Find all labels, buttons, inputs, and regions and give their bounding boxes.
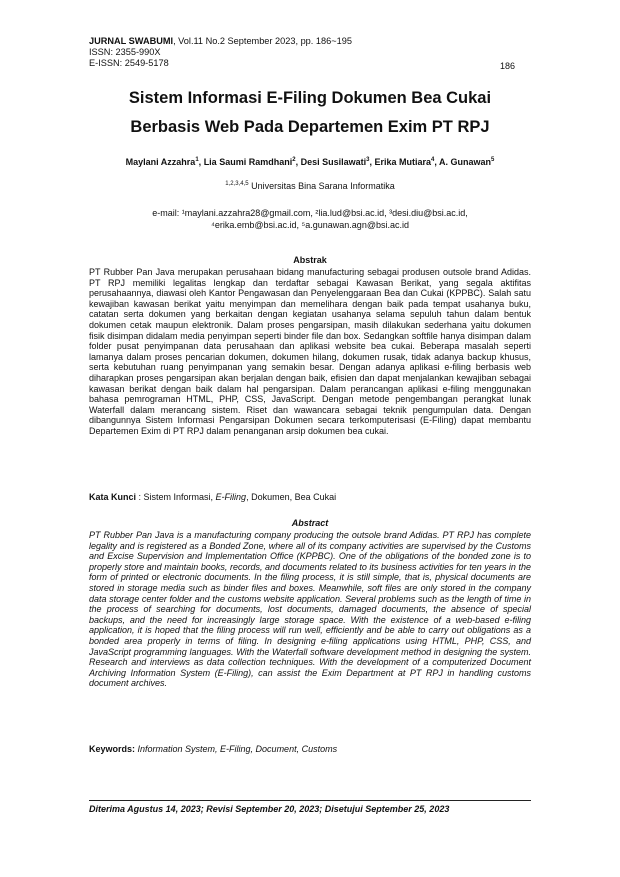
submission-dates: Diterima Agustus 14, 2023; Revisi September 20, 2023; Disetujui September 25, 2023: [89, 804, 450, 814]
abstract-body-id: PT Rubber Pan Java merupakan perusahaan bidang manufacturing sebagai produsen outsole brand Adidas. PT RPJ memiliki legalitas lengkap dan terdaftar sebagai Kawasan Berikat, yang segala aktifitas perusahaannya, diawasi oleh Kantor Pengawasan dan Penyelenggaraan Bea dan Cukai (KPPBC). Salah satu kewajiban kawasan berikat yaitu menyimpan dan memelihara dengan baik pada tempat usahanya buku, catatan serta dokumen yang berkaitan dengan kegiatan usahanya selama sepuluh tahun dalam bentuk dokumen cetak maupun elektronik. Dalam proses pengarsipan, masih dilakukan sederhana yaitu dokumen fisik disimpan didalam media penyimpan seperti binder file dan box. Sedangkan softfile hanya disimpan dalam folder pusat penyimpanan data perusahaan dan aplikasi website bea cukai. Beberapa masalah seperti lamanya dalam proses pencarian dokumen, dokumen hilang, dokumen rusak, tidak adanya backup khusus, serta kebutuhan ruang penyimpanan yang semakin besar. Dengan adanya aplikasi e-filing berbasis web diharapkan proses pengarsipan akan berjalan dengan baik, efisien dan dapat menjalankan kewajiban sebagai kawasan berikat dengan baik dalam hal pengarsipan. Dalam perancangan aplikasi e-filing menggunakan bahasa pemrograman HTML, PHP, CSS, JavaScript. Dengan metode pengembangan perangkat lunak Waterfall dalam merancang sistem. Riset dan wawancara sebagai teknik pengumpulan data. Dengan dibangunnya Sistem Informasi Pengarsipan Dokumen secara terkomputerisasi (E-Filing) dapat membantu Departemen Exim di PT RPJ dalam penanganan arsip dokumen bea cukai.: [89, 267, 531, 436]
author: A. Gunawan$^5$: [439, 157, 495, 167]
issn: ISSN: 2355-990X: [89, 47, 161, 58]
author: Desi Susilawati$^3$: [300, 157, 370, 167]
author: Erika Mutiara$^4$: [374, 157, 435, 167]
email-line-2: ⁴erika.emb@bsi.ac.id, ⁵a.gunawan.agn@bsi.ac.id: [211, 220, 409, 230]
keywords-id: Kata Kunci : Sistem Informasi, E-Filing, Dokumen, Bea Cukai: [89, 492, 337, 502]
eissn: E-ISSN: 2549-5178: [89, 58, 169, 69]
page-number: 186: [500, 61, 516, 71]
journal-details: , Vol.11 No.2 September 2023, pp. 186~195: [173, 36, 352, 46]
journal-header: [89, 36, 529, 70]
journal-name: JURNAL SWABUMI: [89, 36, 174, 46]
author-list: Maylani Azzahra$^1$, Lia Saumi Ramdhani$^2$, Desi Susilawati$^3$, Erika Mutiara$^4$, A. Gunawan$^5$: [125, 157, 495, 167]
keywords-label-en: Keywords:: [89, 744, 136, 754]
keywords-label-id: Kata Kunci: [89, 492, 137, 502]
author: Maylani Azzahra$^1$: [125, 157, 199, 167]
journal-citation: [89, 36, 529, 47]
footer-divider: [89, 800, 531, 801]
author-emails: [80, 207, 540, 231]
abstract-heading-id: Abstrak: [293, 255, 327, 265]
email-line-1: e-mail: ¹maylani.azzahra28@gmail.com, ²lia.lud@bsi.ac.id, ³desi.diu@bsi.ac.id,: [152, 208, 468, 218]
abstract-heading-en: Abstract: [291, 518, 329, 528]
keywords-en: Keywords: Information System, E-Filing, Document, Customs: [89, 744, 338, 754]
author: Lia Saumi Ramdhani$^2$: [203, 157, 296, 167]
paper-title-line-1: Sistem Informasi E-Filing Dokumen Bea Cukai: [128, 89, 492, 107]
abstract-body-en: PT Rubber Pan Java is a manufacturing company producing the outsole brand Adidas. PT RPJ has complete legality and is registered as a Bonded Zone, where all of its company activities are supervised by the Customs and Excise Supervision and Implementation Office (KPPBC). One of the obligations of the bonded zone is to properly store and maintain books, records, and documents related to its business activities for ten years in the form of printed or electronic documents. In the filing process, it is still simple, that is, physical documents are stored in storage media such as binder files and boxes. Meanwhile, soft files are only stored in the company data storage center folder and the customs website application. Several problems such as the length of time in the process of searching for documents, lost documents, damaged documents, the absence of special backups, and the need for increasingly large storage space. With the existence of a web-based e-filing application, it is hoped that the filing process will run well, efficiently and be able to carry out obligations as a bonded area properly in terms of filing. In designing e-filing applications using HTML, PHP, CSS, and JavaScript programming languages. With the Waterfall software development method in designing the system. Research and interviews as data collection techniques. With the development of a computerized Document Archiving Information System (E-Filing), can assist the Exim Department at PT RPJ in handling customs document archives.: [89, 530, 531, 689]
paper-title-line-2: Berbasis Web Pada Departemen Exim PT RPJ: [130, 118, 490, 136]
affiliation: $^{1,2,3,4,5}$ Universitas Bina Sarana Informatika: [225, 181, 395, 191]
